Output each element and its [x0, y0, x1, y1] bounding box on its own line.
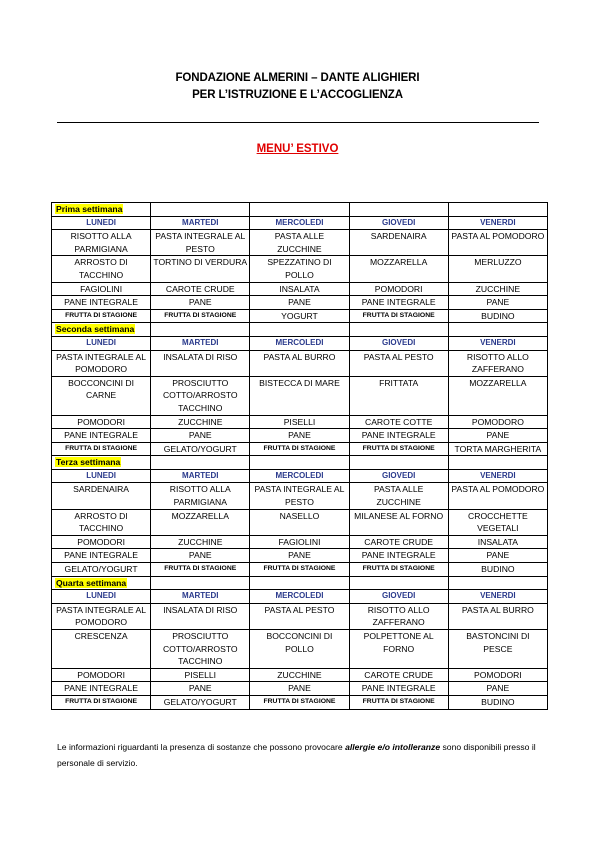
day-header-row: [52, 336, 548, 350]
day-header-venerdi: VENERDI: [448, 216, 547, 230]
header-line-2: PER L’ISTRUZIONE E L’ACCOGLIENZA: [192, 89, 403, 101]
empty-cell: [448, 456, 547, 470]
day-header-mercoledi: MERCOLEDI: [250, 216, 349, 230]
menu-cell: BOCCONCINI DI POLLO: [250, 630, 349, 669]
menu-cell: ZUCCHINE: [151, 415, 250, 429]
empty-cell: [448, 323, 547, 337]
menu-cell: PANE INTEGRALE: [52, 549, 151, 563]
empty-cell: [349, 323, 448, 337]
menu-cell: RISOTTO ALLA PARMIGIANA: [52, 230, 151, 256]
menu-cell: FRUTTA DI STAGIONE: [349, 563, 448, 577]
menu-cell: BUDINO: [448, 309, 547, 323]
menu-row: [52, 695, 548, 709]
menu-cell: PANE: [250, 549, 349, 563]
week-header-row: [52, 323, 548, 337]
menu-cell: PANE INTEGRALE: [349, 549, 448, 563]
menu-cell: FRUTTA DI STAGIONE: [52, 309, 151, 323]
menu-cell: INSALATA: [250, 282, 349, 296]
menu-cell: INSALATA DI RISO: [151, 603, 250, 629]
menu-cell: CAROTE CRUDE: [349, 668, 448, 682]
day-header-lunedi: LUNEDI: [52, 336, 151, 350]
menu-cell: PANE: [151, 296, 250, 310]
menu-cell: BASTONCINI DI PESCE: [448, 630, 547, 669]
menu-cell: INSALATA DI RISO: [151, 350, 250, 376]
day-header-lunedi: LUNEDI: [52, 469, 151, 483]
menu-cell: MOZZARELLA: [349, 256, 448, 282]
empty-cell: [250, 203, 349, 217]
week-header-row: [52, 203, 548, 217]
menu-table: [51, 202, 548, 710]
day-header-giovedi: GIOVEDI: [349, 469, 448, 483]
menu-cell: PANE INTEGRALE: [349, 296, 448, 310]
menu-cell: YOGURT: [250, 309, 349, 323]
menu-cell: PANE INTEGRALE: [349, 682, 448, 696]
empty-cell: [349, 576, 448, 590]
menu-cell: PANE INTEGRALE: [52, 429, 151, 443]
menu-cell: RISOTTO ALLA PARMIGIANA: [151, 483, 250, 509]
menu-row: [52, 429, 548, 443]
menu-cell: FRUTTA DI STAGIONE: [349, 309, 448, 323]
menu-cell: INSALATA: [448, 535, 547, 549]
menu-cell: POMODORI: [52, 415, 151, 429]
menu-cell: BUDINO: [448, 695, 547, 709]
week-label-cell: [52, 456, 151, 470]
menu-cell: FRUTTA DI STAGIONE: [151, 309, 250, 323]
menu-row: [52, 668, 548, 682]
day-header-row: [52, 590, 548, 604]
menu-cell: PANE: [250, 429, 349, 443]
week-label-cell: [52, 323, 151, 337]
week-label: Seconda settimana: [56, 324, 135, 335]
day-header-venerdi: VENERDI: [448, 336, 547, 350]
menu-cell: ZUCCHINE: [151, 535, 250, 549]
menu-cell: PANE: [448, 296, 547, 310]
menu-cell: RISOTTO ALLO ZAFFERANO: [349, 603, 448, 629]
menu-row: [52, 682, 548, 696]
menu-cell: SPEZZATINO DI POLLO: [250, 256, 349, 282]
week-label-cell: [52, 576, 151, 590]
menu-cell: PANE: [250, 682, 349, 696]
menu-cell: SARDENAIRA: [52, 483, 151, 509]
menu-cell: SARDENAIRA: [349, 230, 448, 256]
day-header-martedi: MARTEDI: [151, 590, 250, 604]
footnote-emphasis: allergie e/o intolleranze: [345, 742, 441, 752]
menu-cell: POMODORI: [52, 668, 151, 682]
day-header-mercoledi: MERCOLEDI: [250, 469, 349, 483]
menu-cell: FAGIOLINI: [52, 282, 151, 296]
day-header-giovedi: GIOVEDI: [349, 590, 448, 604]
menu-title-text: MENU’ ESTIVO: [256, 143, 339, 155]
menu-cell: MILANESE AL FORNO: [349, 509, 448, 535]
menu-row: [52, 442, 548, 456]
menu-cell: FRUTTA DI STAGIONE: [52, 442, 151, 456]
menu-cell: PROSCIUTTO COTTO/ARROSTO TACCHINO: [151, 376, 250, 415]
empty-cell: [250, 456, 349, 470]
empty-cell: [448, 203, 547, 217]
menu-cell: FAGIOLINI: [250, 535, 349, 549]
empty-cell: [151, 576, 250, 590]
menu-cell: FRITTATA: [349, 376, 448, 415]
menu-cell: PANE: [448, 682, 547, 696]
menu-cell: PANE: [448, 549, 547, 563]
week-label: Terza settimana: [56, 457, 121, 468]
menu-cell: FRUTTA DI STAGIONE: [349, 695, 448, 709]
menu-cell: PASTA AL PESTO: [349, 350, 448, 376]
menu-cell: FRUTTA DI STAGIONE: [52, 695, 151, 709]
menu-cell: GELATO/YOGURT: [151, 442, 250, 456]
day-header-giovedi: GIOVEDI: [349, 336, 448, 350]
menu-cell: ZUCCHINE: [448, 282, 547, 296]
day-header-giovedi: GIOVEDI: [349, 216, 448, 230]
menu-cell: CAROTE CRUDE: [349, 535, 448, 549]
menu-row: [52, 535, 548, 549]
menu-cell: POMODORI: [349, 282, 448, 296]
allergen-footnote: [57, 739, 541, 771]
menu-row: [52, 282, 548, 296]
menu-cell: CAROTE COTTE: [349, 415, 448, 429]
menu-cell: TORTA MARGHERITA: [448, 442, 547, 456]
menu-cell: PISELLI: [250, 415, 349, 429]
menu-cell: PANE: [151, 549, 250, 563]
menu-row: [52, 376, 548, 415]
menu-cell: PASTA INTEGRALE AL PESTO: [151, 230, 250, 256]
menu-row: [52, 563, 548, 577]
menu-cell: FRUTTA DI STAGIONE: [349, 442, 448, 456]
header-line-1: FONDAZIONE ALMERINI – DANTE ALIGHIERI: [175, 72, 420, 84]
day-header-venerdi: VENERDI: [448, 590, 547, 604]
day-header-row: [52, 216, 548, 230]
week-label-cell: [52, 203, 151, 217]
menu-cell: PANE: [151, 429, 250, 443]
menu-cell: PANE INTEGRALE: [349, 429, 448, 443]
menu-row: [52, 630, 548, 669]
menu-cell: POLPETTONE AL FORNO: [349, 630, 448, 669]
menu-cell: BUDINO: [448, 563, 547, 577]
menu-cell: PROSCIUTTO COTTO/ARROSTO TACCHINO: [151, 630, 250, 669]
menu-cell: PASTA INTEGRALE AL POMODORO: [52, 350, 151, 376]
day-header-venerdi: VENERDI: [448, 469, 547, 483]
menu-cell: RISOTTO ALLO ZAFFERANO: [448, 350, 547, 376]
header-divider: [57, 122, 539, 123]
menu-cell: POMODORI: [448, 668, 547, 682]
menu-cell: BOCCONCINI DI CARNE: [52, 376, 151, 415]
week-label: Quarta settimana: [56, 577, 127, 588]
empty-cell: [151, 203, 250, 217]
menu-row: [52, 296, 548, 310]
menu-row: [52, 415, 548, 429]
day-header-mercoledi: MERCOLEDI: [250, 336, 349, 350]
day-header-row: [52, 469, 548, 483]
menu-cell: CAROTE CRUDE: [151, 282, 250, 296]
menu-cell: FRUTTA DI STAGIONE: [151, 563, 250, 577]
empty-cell: [250, 323, 349, 337]
footnote-text-after: sono disponibili presso il personale di servizio.: [57, 742, 536, 768]
menu-cell: FRUTTA DI STAGIONE: [250, 695, 349, 709]
week-header-row: [52, 576, 548, 590]
menu-row: [52, 256, 548, 282]
empty-cell: [448, 576, 547, 590]
menu-cell: PASTA INTEGRALE AL POMODORO: [52, 603, 151, 629]
menu-cell: PASTA AL POMODORO: [448, 230, 547, 256]
menu-cell: PASTA ALLE ZUCCHINE: [250, 230, 349, 256]
day-header-lunedi: LUNEDI: [52, 590, 151, 604]
menu-cell: GELATO/YOGURT: [151, 695, 250, 709]
menu-cell: CRESCENZA: [52, 630, 151, 669]
day-header-lunedi: LUNEDI: [52, 216, 151, 230]
menu-cell: MOZZARELLA: [448, 376, 547, 415]
menu-cell: FRUTTA DI STAGIONE: [250, 563, 349, 577]
day-header-martedi: MARTEDI: [151, 336, 250, 350]
week-label: Prima settimana: [56, 204, 123, 214]
empty-cell: [349, 456, 448, 470]
menu-cell: GELATO/YOGURT: [52, 563, 151, 577]
menu-cell: PANE INTEGRALE: [52, 682, 151, 696]
menu-cell: PASTA INTEGRALE AL PESTO: [250, 483, 349, 509]
menu-cell: MOZZARELLA: [151, 509, 250, 535]
menu-row: [52, 509, 548, 535]
empty-cell: [151, 323, 250, 337]
menu-cell: BISTECCA DI MARE: [250, 376, 349, 415]
menu-cell: PANE: [151, 682, 250, 696]
menu-row: [52, 549, 548, 563]
menu-row: [52, 603, 548, 629]
week-header-row: [52, 456, 548, 470]
menu-cell: POMODORO: [448, 415, 547, 429]
menu-row: [52, 230, 548, 256]
menu-row: [52, 309, 548, 323]
day-header-martedi: MARTEDI: [151, 216, 250, 230]
menu-cell: PANE: [250, 296, 349, 310]
menu-cell: ARROSTO DI TACCHINO: [52, 256, 151, 282]
menu-cell: ARROSTO DI TACCHINO: [52, 509, 151, 535]
menu-row: [52, 350, 548, 376]
menu-cell: ZUCCHINE: [250, 668, 349, 682]
menu-cell: PASTA AL BURRO: [448, 603, 547, 629]
menu-cell: PANE: [448, 429, 547, 443]
menu-cell: PASTA AL PESTO: [250, 603, 349, 629]
empty-cell: [151, 456, 250, 470]
menu-cell: MERLUZZO: [448, 256, 547, 282]
menu-cell: PISELLI: [151, 668, 250, 682]
menu-cell: FRUTTA DI STAGIONE: [250, 442, 349, 456]
day-header-mercoledi: MERCOLEDI: [250, 590, 349, 604]
empty-cell: [349, 203, 448, 217]
menu-cell: CROCCHETTE VEGETALI: [448, 509, 547, 535]
day-header-martedi: MARTEDI: [151, 469, 250, 483]
menu-cell: NASELLO: [250, 509, 349, 535]
menu-cell: POMODORI: [52, 535, 151, 549]
menu-row: [52, 483, 548, 509]
menu-cell: PASTA AL BURRO: [250, 350, 349, 376]
menu-title: [0, 143, 595, 155]
empty-cell: [250, 576, 349, 590]
document-header: [0, 70, 595, 104]
footnote-text-before: Le informazioni riguardanti la presenza di sostanze che possono provocare: [57, 742, 343, 752]
menu-cell: PANE INTEGRALE: [52, 296, 151, 310]
menu-cell: PASTA ALLE ZUCCHINE: [349, 483, 448, 509]
menu-cell: TORTINO DI VERDURA: [151, 256, 250, 282]
menu-cell: PASTA AL POMODORO: [448, 483, 547, 509]
